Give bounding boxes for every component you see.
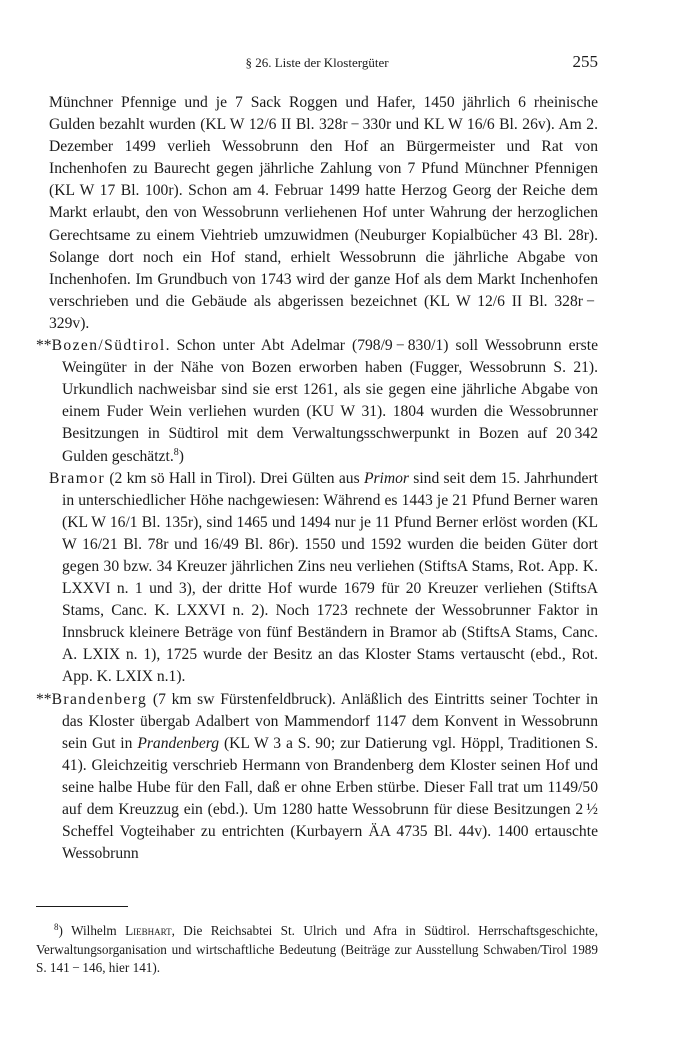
footnote-number: 8 xyxy=(54,922,59,932)
entry-italic-placename: Prandenberg xyxy=(137,734,220,752)
footnote-pre: Wilhelm xyxy=(71,923,126,938)
running-title: § 26. Liste der Klostergüter xyxy=(245,55,389,70)
page-number: 255 xyxy=(572,52,598,71)
entry-bozen xyxy=(36,335,598,468)
entry-brandenberg xyxy=(36,689,598,866)
running-head xyxy=(36,52,598,76)
footnote-rule xyxy=(36,906,128,907)
entry-marker: ** xyxy=(36,337,52,355)
entry-italic-placename: Primor xyxy=(363,469,409,487)
entry-text: (7 km sw Fürstenfeldbruck). Anläßlich des Eintritts seiner Tochter in das Kloster übergab Adalbert von Mammendorf 1147 dem Konvent in Wessobrunn sein Gut in xyxy=(62,690,598,752)
entry-bramor xyxy=(49,468,598,689)
footnote-text: , Die Reichsabtei St. Ulrich und Afra in Südtirol. Herrschaftsgeschichte, Verwaltungsorganisation und wirtschaftliche Bedeutung (Beiträge zur Ausstellung Schwaben/Tirol 1989 S. 141 − 146, hier 141). xyxy=(36,923,599,976)
entry-text-cont: sind seit dem 15. Jahrhundert in unterschiedlicher Höhe nachgewiesen: Während es 1443 je 21 Pfund Berner waren (KL W 16/1 Bl. 135r), sind 1465 und 1494 nur je 11 Pfund Berner erlöst worden (KL W 16/21 Bl. 78r und 16/49 Bl. 86r). 1550 und 1592 wurden die beiden Güter dort gegen 30 bzw. 34 Kreuzer jährlichen Zins neu verliehen (StiftsA Stams, Rot. App. K. LXXVI n. 1 und 3), der dritte Hof wurde 1679 für 20 Kreuzer verliehen (StiftsA Stams, Canc. K. LXXVI n. 2). Noch 1723 rechnete der Wessobrunner Faktor in Innsbruck kleinere Beträge von fünf Beständern in Bramor ab (StiftsA Stams, Canc. A. LXIX n. 1), 1725 wurde der Besitz an das Kloster Stams vertauscht (ebd., Rot. App. K. LXIX n.1). xyxy=(62,469,598,686)
entry-marker: ** xyxy=(36,690,52,708)
entry-headword: Brandenberg xyxy=(51,690,148,708)
continuation-paragraph: Münchner Pfennige und je 7 Sack Roggen und Hafer, 1450 jährlich 6 rheinische Gulden bezahlt wurden (KL W 12/6 II Bl. 328r − 330r und KL W 16/6 Bl. 26v). Am 2. Dezember 1499 verlieh Wessobrunn den Hof an Bürgermeister und Rat von Inchenhofen zu Baurecht gegen jährliche Zahlung von 7 Pfund Münchner Pfennigen (KL W 17 Bl. 100r). Schon am 4. Februar 1499 hatte Herzog Georg der Reiche dem Markt erlaubt, den von Wessobrunn verliehenen Hof unter Wahrung der herzoglichen Gerechtsame zu einem Viehtrieb umzuwidmen (Neuburger Kopialbücher 43 Bl. 28r). Solange dort noch ein Hof stand, erhielt Wessobrunn die jährliche Abgabe von Inchenhofen. Im Grundbuch von 1743 wird der ganze Hof als dem Markt Inchenhofen verschrieben und die Gebäude als abgerissen bezeichnet (KL W 12/6 II Bl. 328r − 329v). xyxy=(49,94,598,332)
entry-headword: Bozen/Südtirol xyxy=(51,337,166,355)
entry-text: . Schon unter Abt Adelmar (798/9 − 830/1) soll Wessobrunn erste Weingüter in der Nähe von Bozen erworben haben (Fugger, Wessobrunn S. 21). Urkundlich nachweisbar sind sie erst 1261, als sie gegen eine jährliche Abgabe von einem Fuder Wein verliehen wurden (KU W 31). 1804 wurden die Wessobrunner Besitzungen in Südtirol mit dem Verwaltungsschwerpunkt in Bozen auf 20 342 Gulden geschätzt. xyxy=(62,337,598,465)
footnote-author: Liebhart xyxy=(125,923,172,938)
entry-text-cont: (KL W 3 a S. 90; zur Datierung vgl. Höppl, Traditionen S. 41). Gleichzeitig verschrieb Hermann von Brandenberg dem Kloster seinen Hof und seine halbe Hube für den Fall, daß er ohne Erben stürbe. Dieser Fall trat um 1149/50 auf dem Kreuzzug ein (ebd.). Um 1280 hatte Wessobrunn für diese Besitzungen 2 ½ Scheffel Vogteihaber zu entrichten (Kurbayern ÄA 4735 Bl. 44v). 1400 ertauschte Wessobrunn xyxy=(62,734,598,863)
footnote xyxy=(36,922,598,978)
footnote-number-close: ) xyxy=(58,923,63,938)
footnote-reference: 8 xyxy=(173,446,179,458)
entry-headword: Bramor xyxy=(49,469,106,487)
main-text xyxy=(36,92,598,865)
entry-text-end: ) xyxy=(178,447,184,465)
entry-text: (2 km sö Hall in Tirol). Drei Gülten aus xyxy=(105,469,364,487)
